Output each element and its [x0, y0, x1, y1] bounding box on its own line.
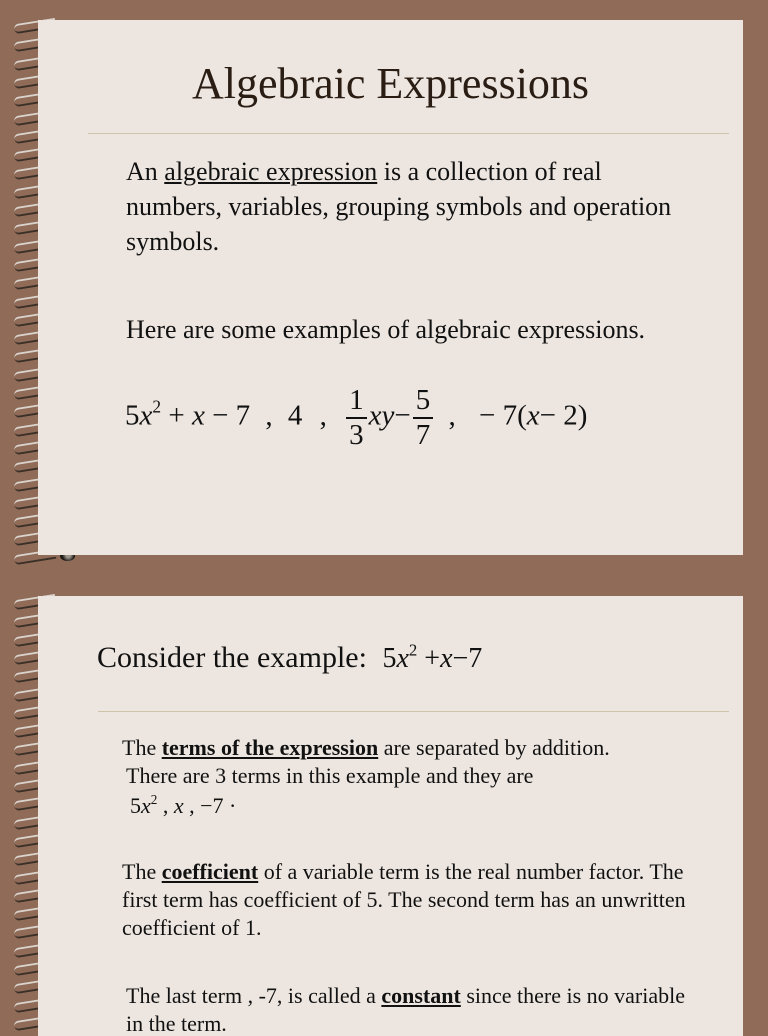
terms-paragraph: The terms of the expression are separated by addition. There are 3 terms in this example and they are $5x^2$ , x , −7 ·	[122, 734, 722, 820]
consider-heading: Consider the example: $5x^2 +x-7$	[97, 640, 483, 674]
constant-term: constant	[381, 983, 461, 1008]
terms-list: $5x^2$ , x , −7 ·	[130, 791, 237, 818]
examples-intro: Here are some examples of algebraic expressions.	[126, 315, 646, 344]
title-divider	[88, 133, 729, 134]
slide-consider-example	[38, 596, 743, 1036]
coefficient-term: coefficient	[161, 859, 259, 884]
definition-paragraph: An algebraic expression is a collection of real numbers, variables, grouping symbols and operation symbols.	[126, 157, 672, 256]
section-divider	[98, 711, 729, 712]
slide-algebraic-expressions	[38, 20, 743, 555]
fraction-five-sevenths: $\frac{5}{7}$	[413, 384, 434, 452]
coefficient-paragraph: The coefficient of a variable term is the real number factor. The first term has coefficient of 5. The second term has an unwritten coefficient of 1.	[122, 859, 686, 940]
definition-term: algebraic expression	[164, 157, 378, 186]
example-expressions: $5x^2 + x - 7$ , 4 , $\frac{1}{3}$ xy− $\frac{5}{7}$ , − 7(x− 2)	[125, 384, 588, 451]
slide-title: Algebraic Expressions	[191, 59, 590, 108]
constant-paragraph: The last term , -7, is called a constant since there is no variable in the term.	[126, 983, 686, 1036]
terms-term: terms of the expression	[161, 735, 379, 760]
fraction-one-third: $\frac{1}{3}$	[346, 384, 367, 452]
consider-expression: $5x^2 +x-7$	[382, 640, 483, 674]
